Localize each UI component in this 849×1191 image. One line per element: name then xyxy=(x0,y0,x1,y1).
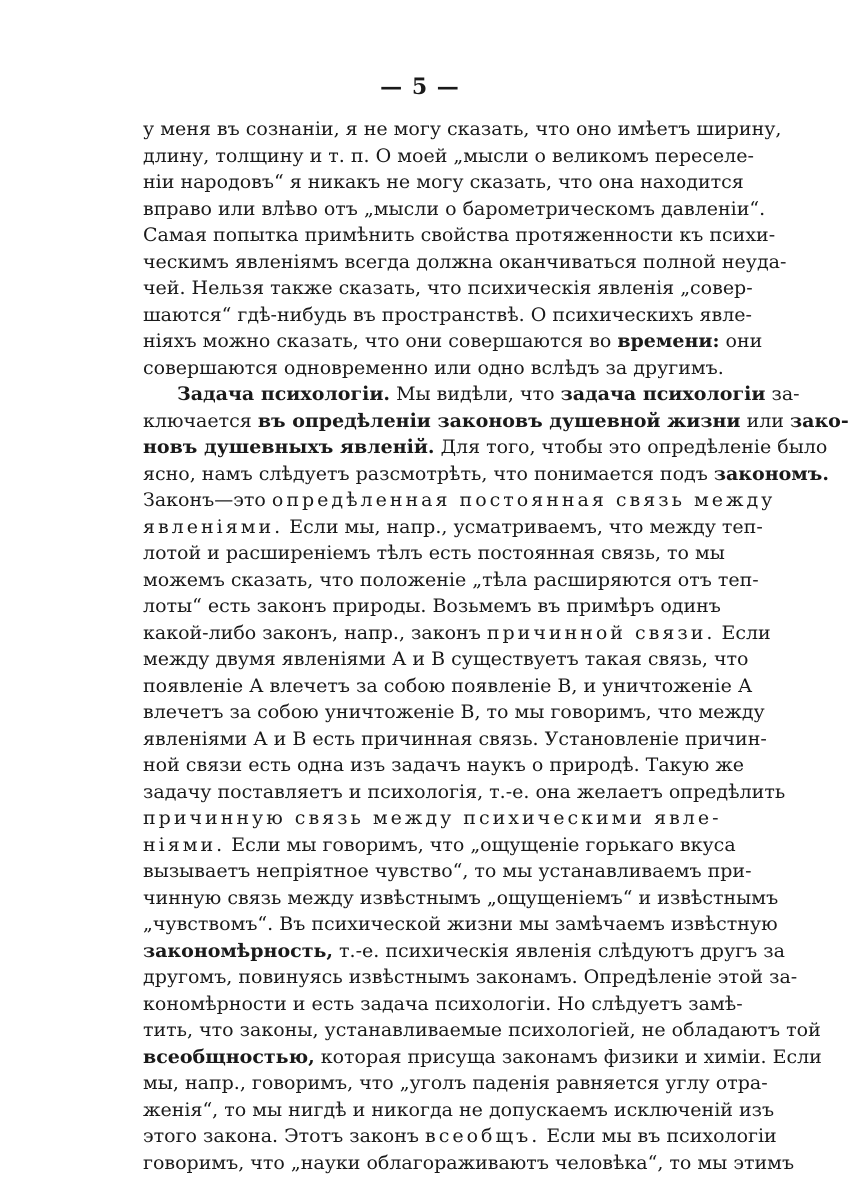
text-line xyxy=(143,487,776,514)
text-line xyxy=(143,540,725,567)
page-number: — 5 — xyxy=(380,74,460,100)
text-run: ключается xyxy=(143,409,258,432)
bold-term: всеобщностью, xyxy=(143,1045,315,1068)
text-run: чей. Нельзя также сказать, что психическiя явленiя „совер- xyxy=(143,277,753,299)
text-line xyxy=(143,991,743,1018)
text-run: ной связи есть одна изъ задачъ наукъ о природѣ. Такую же xyxy=(143,754,745,776)
text-run: другомъ, повинуясь извѣстнымъ законамъ. Опредѣленiе этой за- xyxy=(143,966,798,988)
text-run: Самая попытка примѣнить свойства протяженности къ психи- xyxy=(143,224,776,246)
spaced-emphasis: опредѣленная постоянная связь между xyxy=(271,489,776,511)
text-run: женiя“, то мы нигдѣ и никогда не допускаемъ исключенiй изъ xyxy=(143,1098,775,1121)
text-line xyxy=(143,620,771,647)
text-run: влечетъ за собою уничтоженiе В, то мы говоримъ, что между xyxy=(143,701,765,723)
text-line xyxy=(143,434,828,461)
text-run: нiи народовъ“ я никакъ не могу сказать, что она находится xyxy=(143,171,744,193)
text-run: или xyxy=(740,409,791,432)
text-line xyxy=(143,249,787,276)
bold-term: Задача психологiи. xyxy=(177,383,391,405)
text-run: Если xyxy=(715,621,771,644)
text-run: тить, что законы, устанавливаемые психологiей, не обладаютъ той xyxy=(143,1019,821,1041)
text-line xyxy=(143,1070,768,1097)
text-run: кономѣрности и есть задача психологiи. Но слѣдуетъ замѣ- xyxy=(143,992,743,1015)
text-run: длину, толщину и т. п. О моей „мысли о великомъ переселе- xyxy=(143,144,754,167)
text-run: за- xyxy=(765,383,800,405)
bold-term: закономъ. xyxy=(713,462,829,485)
text-line xyxy=(143,381,800,408)
text-run: какой-либо законъ, напр., законъ xyxy=(143,621,487,644)
text-line xyxy=(143,699,765,726)
bold-term: задача психологiи xyxy=(560,383,766,405)
text-line xyxy=(143,116,782,143)
bold-term: зако- xyxy=(790,409,849,432)
text-line xyxy=(143,911,778,938)
text-line xyxy=(143,461,829,488)
bold-term: времени: xyxy=(617,330,720,352)
bold-term: новъ душевныхъ явленiй. xyxy=(143,436,435,458)
text-run: Для того, чтобы это опредѣленiе было xyxy=(434,436,828,458)
text-line xyxy=(143,302,752,329)
text-line xyxy=(143,858,752,885)
text-line xyxy=(143,1150,795,1177)
text-run: Мы видѣли, что xyxy=(390,383,561,405)
text-line xyxy=(143,646,749,673)
text-run: Если мы, напр., усматриваемъ, что между теп- xyxy=(283,515,763,538)
text-run: они xyxy=(719,330,763,352)
text-line xyxy=(143,408,849,435)
text-run: явленiями А и В есть причинная связь. Установленiе причин- xyxy=(143,727,767,750)
text-line xyxy=(143,196,766,223)
paragraph xyxy=(143,116,787,381)
paragraph xyxy=(143,381,849,1176)
spaced-emphasis: нiями. xyxy=(143,833,226,856)
text-line xyxy=(143,673,753,700)
text-run: Если мы говоримъ, что „ощущенiе горькаго вкуса xyxy=(225,833,736,856)
text-run: шаются“ гдѣ-нибудь въ пространствѣ. О психическихъ явле- xyxy=(143,303,752,326)
text-line xyxy=(143,143,754,170)
text-line xyxy=(143,593,721,620)
spaced-emphasis: причинной связи. xyxy=(486,621,716,644)
text-line xyxy=(143,1044,822,1071)
text-run: вправо или влѣво отъ „мысли о барометрическомъ давленiи“. xyxy=(143,197,766,220)
text-line xyxy=(143,832,736,859)
text-line xyxy=(143,1097,775,1124)
text-run: лоты“ есть законъ природы. Возьмемъ въ примѣръ одинъ xyxy=(143,595,721,617)
text-run: задачу поставляетъ и психологiя, т.-е. она желаетъ опредѣлить xyxy=(143,780,786,803)
text-line xyxy=(143,885,779,912)
text-run: Законъ—это xyxy=(143,489,272,511)
text-run: совершаются одновременно или одно вслѣдъ за другимъ. xyxy=(143,356,724,379)
text-run: лотой и расширенiемъ тѣлъ есть постоянная связь, то мы xyxy=(143,542,725,564)
text-line xyxy=(143,779,786,806)
text-run: этого закона. Этотъ законъ xyxy=(143,1125,426,1147)
text-block xyxy=(143,116,849,1176)
text-run: появленiе А влечетъ за собою появленiе В, и уничтоженiе А xyxy=(143,674,753,697)
text-run: которая присуща законамъ физики и химiи. Если xyxy=(314,1045,822,1068)
text-run: „чувствомъ“. Въ психической жизни мы замѣчаемъ извѣстную xyxy=(143,913,778,935)
text-run: у меня въ сознанiи, я не могу сказать, что оно имѣетъ ширину, xyxy=(143,118,782,140)
text-line xyxy=(143,1123,777,1150)
text-run: говоримъ, что „науки облагораживаютъ человѣка“, то мы этимъ xyxy=(143,1151,795,1174)
text-line xyxy=(143,355,724,382)
text-line xyxy=(143,169,744,196)
text-run: между двумя явленiями А и В существуетъ такая связь, что xyxy=(143,648,749,670)
text-run: ясно, намъ слѣдуетъ разсмотрѣть, что понимается подъ xyxy=(143,462,714,485)
spaced-emphasis: явленiями. xyxy=(143,515,284,538)
text-run: вызываетъ непрiятное чувство“, то мы устанавливаемъ при- xyxy=(143,860,752,882)
spaced-emphasis: причинную связь между психическими явле- xyxy=(143,807,722,829)
text-run: ческимъ явленiямъ всегда должна оканчиваться полной неуда- xyxy=(143,250,787,273)
text-run: Если мы въ психологiи xyxy=(540,1125,777,1147)
text-line xyxy=(143,222,776,249)
text-line xyxy=(143,328,763,355)
text-line xyxy=(143,514,763,541)
text-run: можемъ сказать, что положенiе „тѣла расширяются отъ теп- xyxy=(143,568,759,591)
text-run: чинную связь между извѣстнымъ „ощущенiемъ“ и извѣстнымъ xyxy=(143,886,779,909)
text-line xyxy=(143,275,753,302)
text-run: мы, напр., говоримъ, что „уголъ паденiя равняется углу отра- xyxy=(143,1072,768,1094)
text-line xyxy=(143,805,722,832)
text-line xyxy=(143,1017,821,1044)
text-line xyxy=(143,567,759,594)
text-run: т.-е. психическiя явленiя слѣдуютъ другъ за xyxy=(333,939,785,962)
text-run: нiяхъ можно сказать, что они совершаются во xyxy=(143,330,618,352)
bold-term: закономѣрность, xyxy=(143,939,333,962)
bold-term: въ опредѣленiи законовъ душевной жизни xyxy=(257,409,741,432)
text-line xyxy=(143,938,785,965)
text-line xyxy=(143,964,798,991)
spaced-emphasis: всеобщъ. xyxy=(425,1125,541,1147)
text-line xyxy=(143,726,767,753)
text-line xyxy=(143,752,745,779)
